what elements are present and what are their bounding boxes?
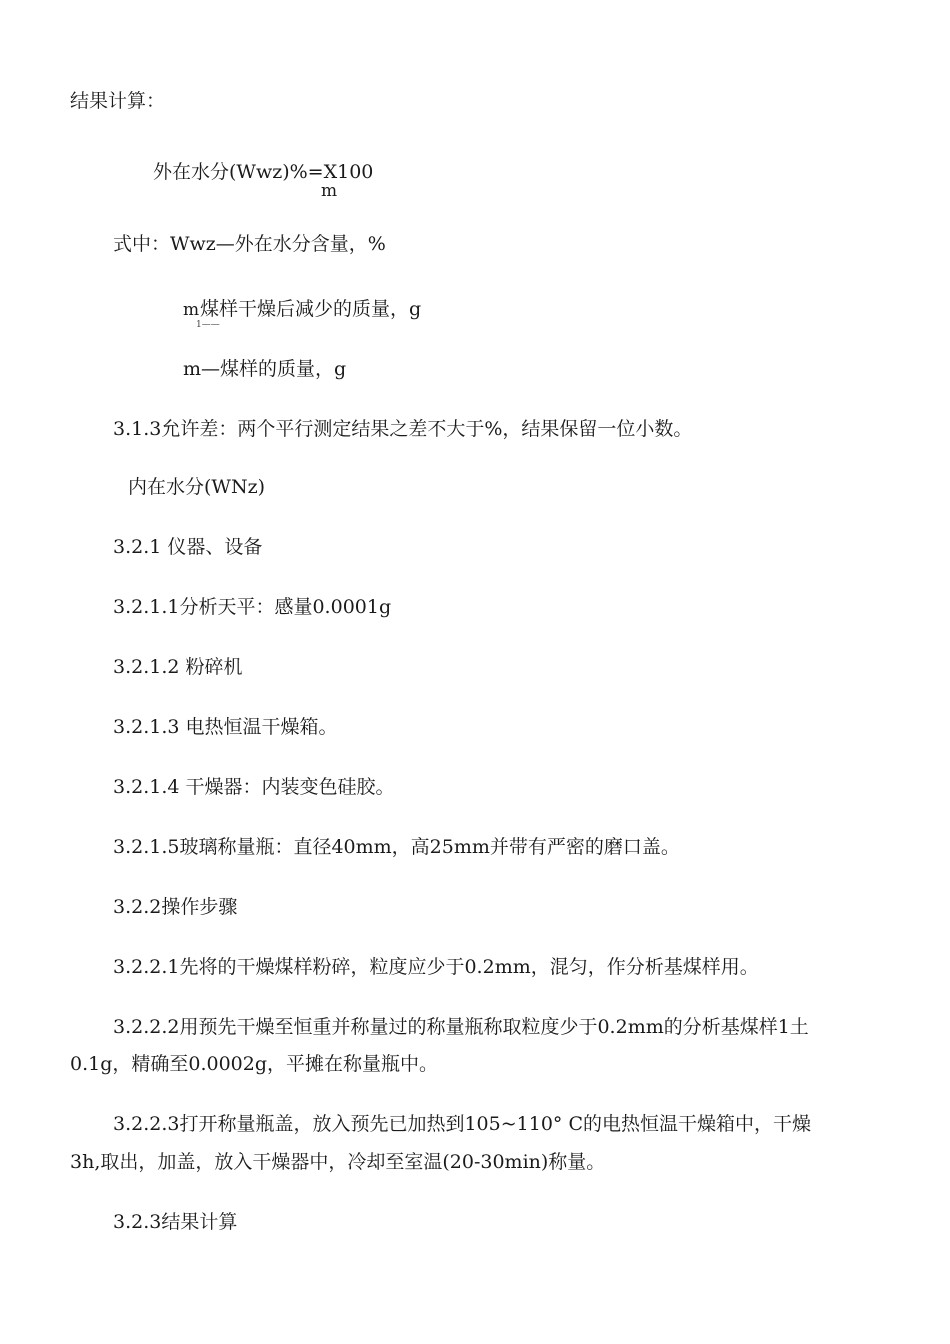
inner-moisture-title: 内在水分(WNz): [128, 476, 265, 498]
section-3-2-2-3-line-1: 3.2.2.3打开称量瓶盖，放入预先已加热到105~110° C的电热恒温干燥箱中，干燥: [113, 1113, 812, 1135]
formula-denominator: m: [321, 181, 338, 201]
section-3-2-1-2: 3.2.1.2 粉碎机: [113, 656, 243, 678]
section-3-2-1-4: 3.2.1.4 干燥器：内装变色硅胶。: [113, 776, 395, 798]
var-m1-symbol: m: [183, 300, 200, 320]
section-3-1-3: 3.1.3允许差：两个平行测定结果之差不大于%，结果保留一位小数。: [113, 418, 693, 440]
section-3-2-1-1: 3.2.1.1分析天平：感量0.0001g: [113, 596, 392, 618]
var-m-description: m—煤样的质量，g: [183, 358, 347, 380]
section-3-2-2-2-line-1: 3.2.2.2用预先干燥至恒重并称量过的称量瓶称取粒度少于0.2mm的分析基煤样1土: [113, 1016, 809, 1038]
var-m1-description: 煤样干燥后减少的质量，g: [200, 298, 422, 320]
var-m1-subscript: 1——: [196, 320, 220, 330]
formula-expression: 外在水分(Wwz)%=X100: [153, 161, 374, 183]
result-calc-heading: 结果计算：: [70, 90, 166, 112]
section-3-2-1-3: 3.2.1.3 电热恒温干燥箱。: [113, 716, 338, 738]
section-3-2-2-3-line-2: 3h,取出，加盖，放入干燥器中，冷却至室温(20-30min)称量。: [70, 1151, 606, 1173]
where-line: 式中：Wwz—外在水分含量，%: [113, 233, 386, 255]
section-3-2-1-5: 3.2.1.5玻璃称量瓶：直径40mm，高25mm并带有严密的磨口盖。: [113, 836, 680, 858]
section-3-2-2-2-line-2: 0.1g，精确至0.0002g，平摊在称量瓶中。: [70, 1053, 439, 1075]
section-3-2-2: 3.2.2操作步骤: [113, 896, 238, 918]
section-3-2-2-1: 3.2.2.1先将的干燥煤样粉碎，粒度应少于0.2mm，混匀，作分析基煤样用。: [113, 956, 759, 978]
section-3-2-1: 3.2.1 仪器、设备: [113, 536, 263, 558]
section-3-2-3: 3.2.3结果计算: [113, 1211, 238, 1233]
